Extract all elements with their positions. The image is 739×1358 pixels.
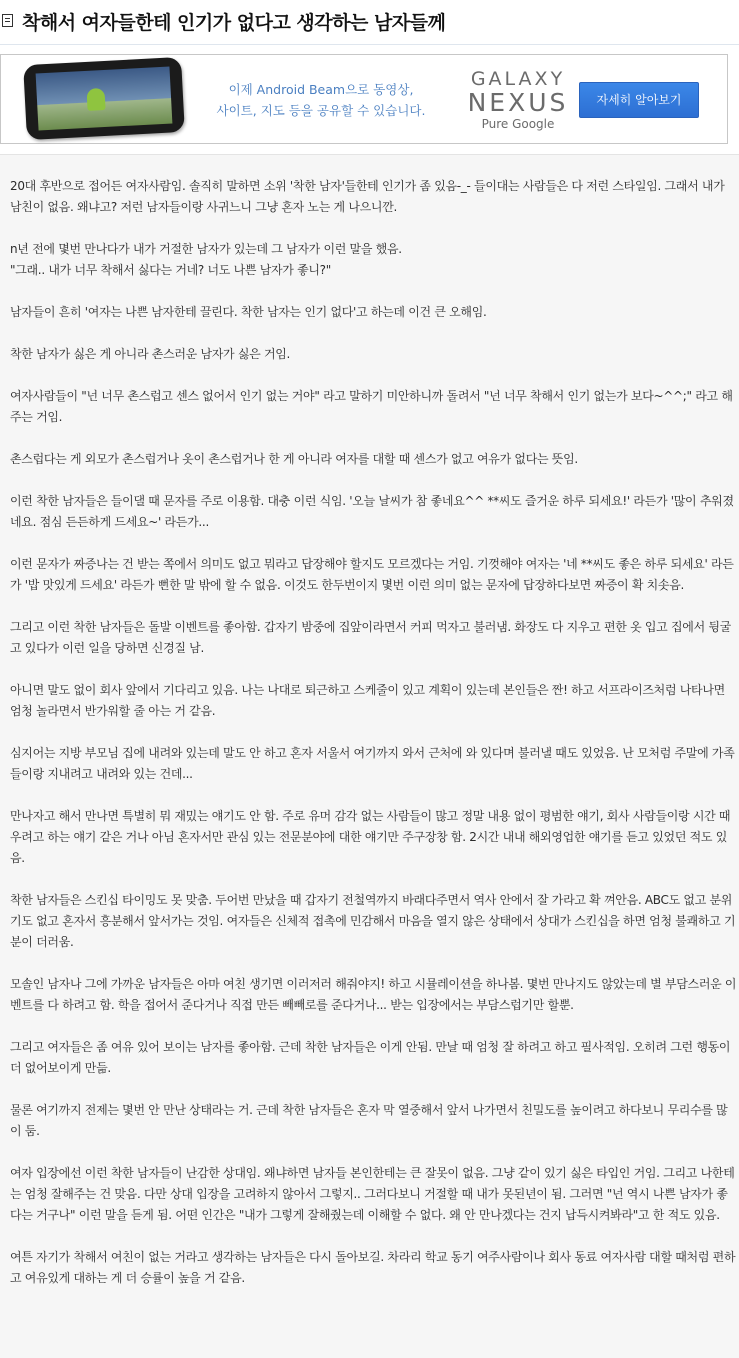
paragraph: 그리고 이런 착한 남자들은 돌발 이벤트를 좋아함. 갑자기 밤중에 집앞이라면서 커피 먹자고 불러냄. 화장도 다 지우고 편한 옷 입고 집에서 뒹굴고 있다가 이런 일을 당하면 신경질 남.: [10, 620, 731, 655]
post-title: 착해서 여자들한테 인기가 없다고 생각하는 남자들께: [22, 12, 446, 34]
paragraph: 여자 입장에선 이런 착한 남자들이 난감한 상대임. 왜냐하면 남자들 본인한테는 큰 잘못이 없음. 그냥 같이 있기 싫은 타입인 거임. 그리고 나한테는 엄청 잘해주는 건 맞음. 다만 상대 입장을 고려하지 않아서 그렇지.. 그러다보니 거절할 때 내가 못된년이 됨. 그러면 "넌 역시 나쁜 남자가 좋다는 거구나" 이런 말을 듣게 됨. 어떤 인간은 "내가 그렇게 잘해줬는데 이해할 수 없다. 왜 안 만나겠다는 건지 납득시켜봐라"고 한 적도 있음.: [10, 1166, 735, 1222]
post-title-bar: [0, 0, 739, 45]
logo-nexus-text: NEXUS: [467, 88, 569, 117]
paragraph: 이런 착한 남자들은 들이댈 때 문자를 주로 이용함. 대충 이런 식임. '오늘 날씨가 참 좋네요^^ **씨도 즐거운 하루 되세요!' 라든가 '많이 추워졌네요. 점심 든든하게 드세요~' 라든가...: [10, 494, 734, 529]
galaxy-nexus-logo: [463, 69, 573, 132]
article-paragraphs: [10, 176, 737, 1310]
galaxy-nexus-banner-ad[interactable]: [0, 54, 728, 144]
logo-pure-google-text: Pure Google: [481, 117, 555, 131]
logo-galaxy-text: GALAXY: [470, 68, 566, 90]
paragraph: 20대 후반으로 접어든 여자사람임. 솔직히 말하면 소위 '착한 남자'들한테 인기가 좀 있음-_- 들이대는 사람들은 다 저런 스타일임. 그래서 내가 남친이 없음. 왜냐고? 저런 남자들이랑 사귀느니 그냥 혼자 노는 게 나으니깐.: [10, 179, 725, 214]
ad-copy-line-2: 사이트, 지도 등을 공유할 수 있습니다.: [216, 103, 426, 118]
paragraph: n년 전에 몇번 만나다가 내가 거절한 남자가 있는데 그 남자가 이런 말을 했음. "그래.. 내가 너무 착해서 싫다는 거네? 너도 나쁜 남자가 좋니?": [10, 242, 402, 277]
learn-more-button[interactable]: 자세히 알아보기: [579, 82, 699, 118]
paragraph: 아니면 말도 없이 회사 앞에서 기다리고 있음. 나는 나대로 퇴근하고 스케줄이 있고 계획이 있는데 본인들은 짠! 하고 서프라이즈처럼 나타나면 엄청 놀라면서 반가워할 줄 아는 거 같음.: [10, 683, 725, 718]
paragraph: 이런 문자가 짜증나는 건 받는 쪽에서 의미도 없고 뭐라고 답장해야 할지도 모르겠다는 거임. 기껏해야 여자는 '네 **씨도 좋은 하루 되세요' 라든가 '밥 맛있게 드세요' 라든가 뻔한 말 밖에 할 수 없음. 이것도 한두번이지 몇번 이런 의미 없는 문자에 답장하다보면 짜증이 확 치솟음.: [10, 557, 734, 592]
paragraph: 그리고 여자들은 좀 여유 있어 보이는 남자를 좋아함. 근데 착한 남자들은 이게 안됨. 만날 때 엄청 잘 하려고 하고 필사적임. 오히려 그런 행동이 더 없어보이게 만듦.: [10, 1040, 731, 1075]
paragraph: 착한 남자들은 스킨십 타이밍도 못 맞춤. 두어번 만났을 때 갑자기 전철역까지 바래다주면서 역사 안에서 잘 가라고 확 껴안음. ABC도 없고 분위기도 없고 혼자서 흥분해서 앞서가는 것임. 여자들은 신체적 접촉에 민감해서 마음을 열지 않은 상태에서 상대가 스킨십을 하면 엄청 불쾌하고 기분이 더러움.: [10, 893, 736, 949]
android-robot-icon: [86, 88, 105, 111]
ad-copy: [201, 79, 441, 121]
paragraph: 모솔인 남자나 그에 가까운 남자들은 아마 여친 생기면 이러저러 해줘야지! 하고 시뮬레이션을 하나봄. 몇번 만나지도 않았는데 별 부담스러운 이벤트를 다 하려고 함. 학을 접어서 준다거나 직접 만든 빼빼로를 준다거나... 받는 입장에서는 부담스럽기만 할뿐.: [10, 977, 737, 1012]
paragraph: 물론 여기까지 전제는 몇번 안 만난 상태라는 거. 근데 착한 남자들은 혼자 막 열중해서 앞서 나가면서 친밀도를 높이려고 하다보니 무리수를 많이 둠.: [10, 1103, 728, 1138]
paragraph: 심지어는 지방 부모님 집에 내려와 있는데 말도 안 하고 혼자 서울서 여기까지 와서 근처에 와 있다며 불러낼 때도 있었음. 난 모처럼 주말에 가족들이랑 지내려고 내려와 있는 건데...: [10, 746, 735, 781]
paragraph: 만나자고 해서 만나면 특별히 뭐 재밌는 얘기도 안 함. 주로 유머 감각 없는 사람들이 많고 정말 내용 없이 평범한 얘기, 회사 사람들이랑 시간 때우려고 하는 얘기 같은 거나 아님 혼자서만 관심 있는 전문분야에 대한 얘기만 주구장창 함. 2시간 내내 해외영업한 얘기를 듣고 있었던 적도 있음.: [10, 809, 731, 865]
article-body: [0, 154, 739, 1358]
paragraph: 여자사람들이 "넌 너무 촌스럽고 센스 없어서 인기 없는 거야" 라고 말하기 미안하니까 돌려서 "넌 너무 착해서 인기 없는가 보다~^^;" 라고 해주는 거임.: [10, 389, 733, 424]
phone-screen: [36, 67, 173, 131]
paragraph: 남자들이 흔히 '여자는 나쁜 남자한테 끌린다. 착한 남자는 인기 없다'고 하는데 이건 큰 오해임.: [10, 305, 487, 319]
paragraph: 촌스럽다는 게 외모가 촌스럽거나 옷이 촌스럽거나 한 게 아니라 여자를 대할 때 센스가 없고 여유가 없다는 뜻임.: [10, 452, 578, 466]
paragraph: 착한 남자가 싫은 게 아니라 촌스러운 남자가 싫은 거임.: [10, 347, 291, 361]
ad-copy-line-1: 이제 Android Beam으로 동영상,: [228, 82, 414, 97]
document-icon: [2, 14, 13, 27]
phone-image: [23, 57, 185, 140]
paragraph: 여튼 자기가 착해서 여친이 없는 거라고 생각하는 남자들은 다시 돌아보길. 차라리 학교 동기 여주사람이나 회사 동료 여자사람 대할 때처럼 편하고 여유있게 대하는 게 더 승률이 높을 거 같음.: [10, 1250, 736, 1285]
